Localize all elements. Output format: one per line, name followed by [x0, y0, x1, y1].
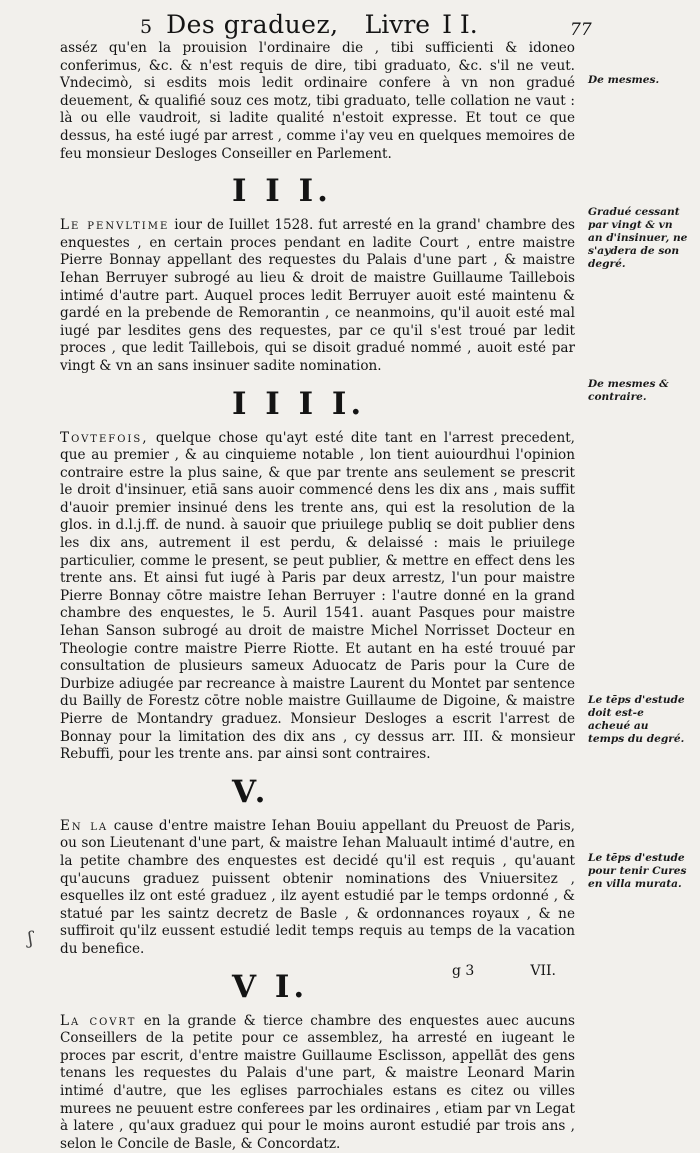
signature-mark: g 3: [452, 963, 475, 979]
margin-note-4: Le tēps d'estude doit est-e acheué au temps du degré.: [588, 694, 685, 745]
folio-number: 77: [570, 20, 592, 40]
header-volume: I I.: [442, 10, 478, 39]
section-3-text: iour de Iuillet 1528. fut arresté en la grand' chambre des enquestes , en certain proces pendant en ladite Court , entre maistre Pierre Bonnay appellant des requestes du Palais d'une part , & maistre Iehan Berruyer subrogé au lieu & droit de maistre Guillaume Taillebois intimé d'autre part. Auquel proces ledit Berruyer auoit esté maintenu & gardé en la prebende de Remorantin , ce neanmoins, qu'il auoit esté mal iugé par lesdites gens des requestes, par ce qu'il s'est troué par ledit proces , que ledit Taillebois, qui se disoit gradué nommé , auoit esté par vingt & vn an sans insinuer sadite nomination.: [60, 217, 575, 374]
margin-note-3: De mesmes & contraire.: [588, 378, 669, 403]
handwritten-bracket-mark: ʃ: [28, 928, 33, 949]
section-6-lead: La covrt: [60, 1012, 137, 1029]
header-page-number: 5: [140, 16, 153, 38]
main-text-column: [60, 40, 575, 1153]
section-6-text: en la grande & tierce chambre des enquestes auec aucuns Conseillers de la petite pour ce assemblez, ha arresté en iugeant le proces par escrit, d'entre maistre Guillaume Esclisson, appellāt des gens tenans les requestes du Palais d'une part, & maistre Leonard Marin intimé d'autre, que les eglises parrochiales estans es citez ou villes murees ne peuuent estre conferees par les ordinaires , etiam par vn Legat à latere , qu'aux graduez qui pour le moins auront estudié par trois ans , selon le Concile de Basle, & Concordatz.: [60, 1012, 575, 1152]
catchword: VII.: [530, 963, 556, 979]
section-6-paragraph: [60, 1013, 575, 1153]
margin-note-1: De mesmes.: [588, 74, 660, 86]
section-3-numeral: I I I.: [232, 173, 332, 210]
section-5-paragraph: [60, 818, 575, 959]
section-3-lead: Le penvltime: [60, 217, 170, 234]
page-footer: [452, 963, 692, 979]
section-6-numeral: V I.: [232, 968, 309, 1005]
section-5-numeral: V.: [232, 773, 270, 810]
intro-paragraph: asséz qu'en la prouision l'ordinaire die , tibi sufficienti & idoneo conferimus, &c. & n'est requis de dire, tibi graduato, &c. s'il ne veut. Vndecimò, si esdits mois ledit ordinaire confere à vn non gradué deuement, & qualifié souz ces motz, tibi graduato, telle collation ne vaut : là ou elle vaudroit, si ladite qualité n'estoit expresse. Et tout ce que dessus, ha esté iugé par arrest , comme i'ay veu en quelques memoires de feu monsieur Desloges Conseiller en Parlement.: [60, 40, 575, 162]
section-3-paragraph: [60, 217, 575, 375]
section-4-text: quelque chose qu'ayt esté dite tant en l'arrest precedent, que au premier , & au cinquieme notable , lon tient auiourdhui l'opinion contraire estre la plus saine, & que par trente ans seulement se prescrit le droit d'insinuer, etiā sans auoir commencé dens les dix ans , mais suffit d'auoir premier insinué dens les trente ans, qui est la resolution de la glos. in d.l.j.ff. de nund. à sauoir que priuilege publiq se doit publier dens les dix ans, autrement il est perdu, & delaissé : mais le priuilege particulier, comme le present, se peut publier, & mettre en effect dens les trente ans. Et ainsi fut iugé à Paris par deux arrestz, l'un pour maistre Pierre Bonnay cōtre maistre Iehan Berruyer : l'autre donné en la grand chambre des enquestes, le 5. Auril 1541. auant Pasques pour maistre Iehan Sanson subrogé au droit de maistre Michel Norrisset Docteur en Theologie contre maistre Pierre Riotte. Et autant en ha esté trouué par consultation de plusieurs sameux Aduocatz de Paris pour la Cure de Durbize adiugée par recreance à maistre Laurent du Montet par sentence du Bailly de Forestz cōtre noble maistre Guillaume de Digoine, & maistre Pierre de Montandry graduez. Monsieur Desloges a escrit l'arrest de Bonnay pour la limitation des dix ans , cy dessus arr. III. & monsieur Rebuffi, pour les trente ans. par ainsi sont contraires.: [60, 429, 575, 763]
margin-note-2: Gradué cessant par vingt & vn an d'insinuer, ne s'aydera de son degré.: [588, 206, 688, 270]
section-5-text: cause d'entre maistre Iehan Bouiu appellant du Preuost de Paris, ou son Lieutenant d'une part, & maistre Iehan Maluault intimé d'autre, en la petite chambre des enquestes est decidé qu'il est requis , qu'auant qu'aucuns graduez puissent obtenir nominations des Vniuersitez , esquelles ilz ont esté graduez , ilz ayent estudié par le temps ordonné , & statué par les saintz decretz de Basle , & ordonnances royaux , & ne suffiroit qu'ilz eussent estudié ledit temps requis au temps de la vacation du benefice.: [60, 817, 575, 957]
margin-note-5: Le tēps d'estude pour tenir Cures en villa murata.: [588, 852, 687, 890]
section-4-paragraph: [60, 430, 575, 764]
header-title: Des graduez,: [166, 10, 339, 39]
header-book: Livre: [364, 10, 431, 39]
section-4-lead: Tovtefois,: [60, 429, 149, 446]
section-4-numeral: I I I I.: [232, 385, 366, 422]
section-5-lead: En la: [60, 817, 109, 834]
running-header: [140, 10, 600, 39]
